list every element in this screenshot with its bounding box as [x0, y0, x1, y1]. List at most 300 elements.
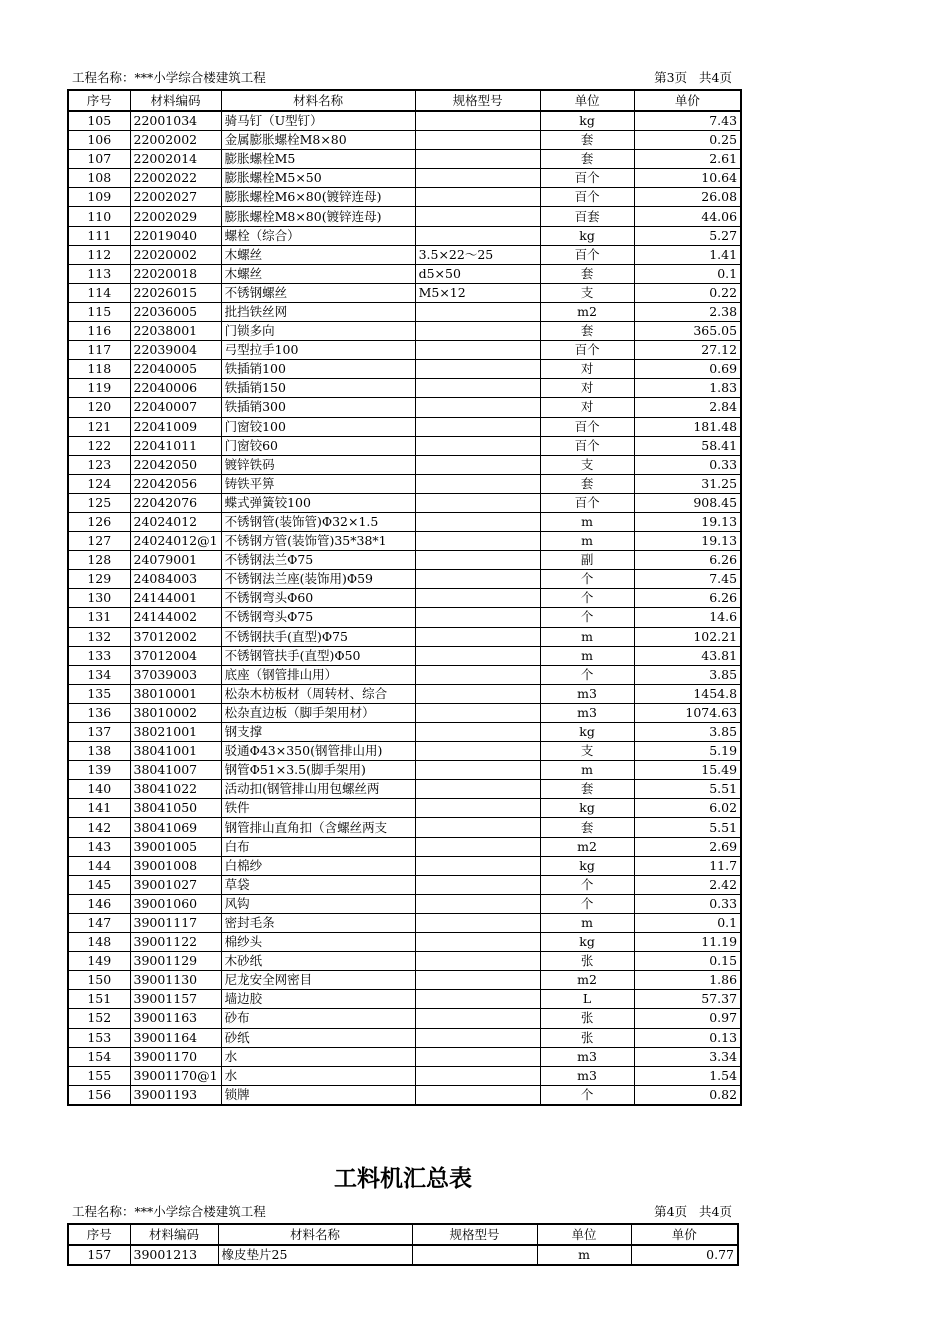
cell-code: 24024012 — [130, 512, 221, 531]
cell-spec — [415, 207, 540, 226]
cell-no: 107 — [68, 150, 130, 169]
table-row — [68, 169, 741, 188]
cell-name: 松杂木枋板材（周转材、综合 — [221, 684, 415, 703]
cell-no: 153 — [68, 1028, 130, 1047]
cell-price: 3.85 — [634, 665, 741, 684]
cell-name: 驳通Φ43×350(钢管排山用) — [221, 742, 415, 761]
cell-spec — [415, 913, 540, 932]
cell-spec — [415, 1066, 540, 1085]
cell-spec — [415, 417, 540, 436]
cell-code: 38021001 — [130, 723, 221, 742]
table-row — [68, 971, 741, 990]
cell-price: 908.45 — [634, 493, 741, 512]
cell-unit: L — [540, 990, 634, 1009]
table-header-row — [68, 90, 741, 111]
table-row — [68, 799, 741, 818]
cell-no: 110 — [68, 207, 130, 226]
table-row — [68, 131, 741, 150]
cell-name: 膨胀螺栓M5 — [221, 150, 415, 169]
cell-spec — [415, 1047, 540, 1066]
materials-table-page4 — [67, 1223, 739, 1266]
cell-no: 142 — [68, 818, 130, 837]
cell-price: 0.13 — [634, 1028, 741, 1047]
table-row — [68, 1009, 741, 1028]
cell-code: 22002022 — [130, 169, 221, 188]
cell-code: 38041001 — [130, 742, 221, 761]
cell-name: 不锈钢弯头Φ60 — [221, 589, 415, 608]
cell-no: 115 — [68, 302, 130, 321]
table-body — [68, 111, 741, 1105]
cell-name: 钢支撑 — [221, 723, 415, 742]
table-row — [68, 761, 741, 780]
cell-name: 白布 — [221, 837, 415, 856]
cell-spec — [415, 302, 540, 321]
cell-price: 2.84 — [634, 398, 741, 417]
cell-code: 39001027 — [130, 875, 221, 894]
cell-code: 39001193 — [130, 1085, 221, 1105]
cell-unit: m2 — [540, 837, 634, 856]
table-row — [68, 665, 741, 684]
table-row — [68, 455, 741, 474]
table-row — [68, 742, 741, 761]
cell-spec — [415, 1028, 540, 1047]
table-row — [68, 684, 741, 703]
cell-code: 39001060 — [130, 894, 221, 913]
cell-price: 6.02 — [634, 799, 741, 818]
cell-code: 38010002 — [130, 703, 221, 722]
cell-unit: kg — [540, 723, 634, 742]
cell-unit: m — [540, 627, 634, 646]
cell-price: 0.22 — [634, 283, 741, 302]
cell-price: 11.19 — [634, 933, 741, 952]
cell-price: 0.69 — [634, 360, 741, 379]
cell-spec — [415, 818, 540, 837]
cell-unit: m — [540, 913, 634, 932]
cell-no: 132 — [68, 627, 130, 646]
cell-unit: 个 — [540, 875, 634, 894]
summary-title: 工料机汇总表 — [334, 1166, 472, 1192]
cell-unit: 个 — [540, 608, 634, 627]
cell-unit: 百个 — [540, 245, 634, 264]
table-row — [68, 1245, 738, 1265]
cell-no: 140 — [68, 780, 130, 799]
cell-price: 11.7 — [634, 856, 741, 875]
cell-unit: 个 — [540, 589, 634, 608]
cell-price: 181.48 — [634, 417, 741, 436]
table-row — [68, 1047, 741, 1066]
cell-name: 白棉纱 — [221, 856, 415, 875]
cell-price: 6.26 — [634, 589, 741, 608]
cell-code: 39001163 — [130, 1009, 221, 1028]
cell-spec — [415, 512, 540, 531]
cell-spec — [415, 875, 540, 894]
cell-unit: kg — [540, 111, 634, 131]
col-header-code: 材料编码 — [130, 1224, 218, 1245]
cell-unit: 套 — [540, 780, 634, 799]
cell-name: 钢管Φ51×3.5(脚手架用) — [221, 761, 415, 780]
cell-price: 1074.63 — [634, 703, 741, 722]
cell-no: 147 — [68, 913, 130, 932]
cell-price: 1.54 — [634, 1066, 741, 1085]
cell-code: 39001170@1 — [130, 1066, 221, 1085]
cell-code: 39001129 — [130, 952, 221, 971]
cell-unit: kg — [540, 799, 634, 818]
cell-spec — [415, 379, 540, 398]
cell-price: 0.77 — [631, 1245, 738, 1265]
cell-name: 不锈钢管(装饰管)Φ32×1.5 — [221, 512, 415, 531]
cell-no: 128 — [68, 551, 130, 570]
cell-unit: 对 — [540, 379, 634, 398]
cell-no: 145 — [68, 875, 130, 894]
cell-name: 水 — [221, 1047, 415, 1066]
cell-name: 铁插销100 — [221, 360, 415, 379]
table-row — [68, 398, 741, 417]
cell-price: 5.51 — [634, 780, 741, 799]
cell-name: 铁件 — [221, 799, 415, 818]
page-indicator: 第3页 共4页 — [654, 70, 732, 85]
cell-spec — [415, 627, 540, 646]
cell-name: 门锁多向 — [221, 322, 415, 341]
cell-name: 钢管排山直角扣（含螺丝两支 — [221, 818, 415, 837]
table-row — [68, 1028, 741, 1047]
cell-code: 22002002 — [130, 131, 221, 150]
table-row — [68, 436, 741, 455]
cell-unit: 个 — [540, 894, 634, 913]
cell-unit: 支 — [540, 283, 634, 302]
table-row — [68, 379, 741, 398]
table-row — [68, 341, 741, 360]
cell-spec — [415, 150, 540, 169]
cell-spec — [415, 589, 540, 608]
cell-code: 39001117 — [130, 913, 221, 932]
cell-no: 156 — [68, 1085, 130, 1105]
table-row — [68, 780, 741, 799]
cell-unit: 个 — [540, 1085, 634, 1105]
cell-no: 155 — [68, 1066, 130, 1085]
cell-price: 0.25 — [634, 131, 741, 150]
col-header-code: 材料编码 — [130, 90, 221, 111]
cell-unit: m — [540, 532, 634, 551]
table-row — [68, 646, 741, 665]
cell-unit: 张 — [540, 952, 634, 971]
cell-name: 铸铁平箅 — [221, 474, 415, 493]
cell-spec — [415, 493, 540, 512]
cell-code: 37039003 — [130, 665, 221, 684]
cell-price: 27.12 — [634, 341, 741, 360]
cell-unit: 百个 — [540, 188, 634, 207]
cell-no: 137 — [68, 723, 130, 742]
cell-name: 铁插销300 — [221, 398, 415, 417]
cell-price: 1.83 — [634, 379, 741, 398]
cell-no: 121 — [68, 417, 130, 436]
cell-unit: 对 — [540, 398, 634, 417]
cell-no: 119 — [68, 379, 130, 398]
table-row — [68, 226, 741, 245]
cell-name: 螺栓（综合） — [221, 226, 415, 245]
cell-name: 不锈钢扶手(直型)Φ75 — [221, 627, 415, 646]
cell-no: 127 — [68, 532, 130, 551]
cell-code: 22026015 — [130, 283, 221, 302]
cell-price: 7.43 — [634, 111, 741, 131]
cell-unit: 张 — [540, 1009, 634, 1028]
cell-no: 157 — [68, 1245, 130, 1265]
cell-price: 15.49 — [634, 761, 741, 780]
cell-spec — [415, 455, 540, 474]
cell-spec — [415, 761, 540, 780]
table-row — [68, 1085, 741, 1105]
cell-unit: m — [540, 761, 634, 780]
cell-no: 136 — [68, 703, 130, 722]
cell-price: 3.85 — [634, 723, 741, 742]
cell-unit: kg — [540, 856, 634, 875]
cell-name: 松杂直边板（脚手架用材） — [221, 703, 415, 722]
cell-unit: m3 — [540, 1066, 634, 1085]
table-header-row — [68, 1224, 738, 1245]
cell-code: 39001164 — [130, 1028, 221, 1047]
cell-spec — [415, 799, 540, 818]
cell-code: 22040005 — [130, 360, 221, 379]
table-row — [68, 264, 741, 283]
cell-spec — [415, 742, 540, 761]
cell-spec — [415, 1085, 540, 1105]
cell-unit: kg — [540, 933, 634, 952]
cell-price: 1.41 — [634, 245, 741, 264]
cell-no: 125 — [68, 493, 130, 512]
cell-spec — [415, 570, 540, 589]
cell-no: 133 — [68, 646, 130, 665]
cell-code: 37012004 — [130, 646, 221, 665]
cell-name: 门窗铰100 — [221, 417, 415, 436]
table-row — [68, 283, 741, 302]
table-row — [68, 302, 741, 321]
cell-code: 24079001 — [130, 551, 221, 570]
table-row — [68, 111, 741, 131]
cell-name: 不锈钢方管(装饰管)35*38*1 — [221, 532, 415, 551]
table-row — [68, 360, 741, 379]
cell-price: 5.19 — [634, 742, 741, 761]
cell-no: 122 — [68, 436, 130, 455]
cell-spec — [415, 723, 540, 742]
cell-price: 31.25 — [634, 474, 741, 493]
cell-no: 117 — [68, 341, 130, 360]
cell-code: 22042056 — [130, 474, 221, 493]
cell-unit: 支 — [540, 742, 634, 761]
cell-name: 水 — [221, 1066, 415, 1085]
cell-unit: 套 — [540, 818, 634, 837]
cell-spec: M5×12 — [415, 283, 540, 302]
table-row — [68, 188, 741, 207]
project-name: 工程名称：***小学综合楼建筑工程 — [72, 70, 266, 85]
cell-code: 22002027 — [130, 188, 221, 207]
table-row — [68, 856, 741, 875]
cell-price: 6.26 — [634, 551, 741, 570]
table-row — [68, 1066, 741, 1085]
cell-name: 不锈钢法兰座(装饰用)Φ59 — [221, 570, 415, 589]
cell-code: 38010001 — [130, 684, 221, 703]
cell-code: 22036005 — [130, 302, 221, 321]
cell-unit: 对 — [540, 360, 634, 379]
cell-spec — [415, 665, 540, 684]
cell-unit: m3 — [540, 684, 634, 703]
table-row — [68, 990, 741, 1009]
cell-spec — [415, 226, 540, 245]
table-body — [68, 1245, 738, 1265]
table-row — [68, 322, 741, 341]
cell-name: 膨胀螺栓M6×80(镀锌连母) — [221, 188, 415, 207]
cell-price: 0.33 — [634, 894, 741, 913]
cell-unit: 套 — [540, 264, 634, 283]
cell-no: 152 — [68, 1009, 130, 1028]
cell-price: 5.27 — [634, 226, 741, 245]
cell-price: 0.82 — [634, 1085, 741, 1105]
cell-code: 22002029 — [130, 207, 221, 226]
cell-no: 113 — [68, 264, 130, 283]
table-row — [68, 245, 741, 264]
page4-meta — [72, 1204, 736, 1220]
cell-name: 木螺丝 — [221, 245, 415, 264]
cell-name: 批挡铁丝网 — [221, 302, 415, 321]
cell-unit: m2 — [540, 971, 634, 990]
cell-unit: 百个 — [540, 341, 634, 360]
cell-price: 10.64 — [634, 169, 741, 188]
cell-spec — [415, 933, 540, 952]
cell-spec — [415, 971, 540, 990]
cell-price: 2.42 — [634, 875, 741, 894]
cell-price: 0.1 — [634, 264, 741, 283]
cell-price: 2.61 — [634, 150, 741, 169]
cell-code: 38041022 — [130, 780, 221, 799]
cell-spec — [415, 474, 540, 493]
col-header-spec: 规格型号 — [412, 1224, 537, 1245]
cell-price: 7.45 — [634, 570, 741, 589]
table-row — [68, 952, 741, 971]
cell-code: 39001213 — [130, 1245, 218, 1265]
cell-unit: 百个 — [540, 169, 634, 188]
cell-price: 2.69 — [634, 837, 741, 856]
cell-name: 风钩 — [221, 894, 415, 913]
cell-code: 39001008 — [130, 856, 221, 875]
cell-unit: m — [537, 1245, 631, 1265]
cell-spec — [415, 837, 540, 856]
cell-code: 24084003 — [130, 570, 221, 589]
cell-name: 木螺丝 — [221, 264, 415, 283]
cell-no: 130 — [68, 589, 130, 608]
cell-code: 22042050 — [130, 455, 221, 474]
cell-name: 膨胀螺栓M8×80(镀锌连母) — [221, 207, 415, 226]
cell-price: 58.41 — [634, 436, 741, 455]
cell-spec — [415, 952, 540, 971]
cell-code: 22040007 — [130, 398, 221, 417]
table-row — [68, 608, 741, 627]
cell-no: 111 — [68, 226, 130, 245]
cell-no: 116 — [68, 322, 130, 341]
cell-name: 弓型拉手100 — [221, 341, 415, 360]
cell-unit: 套 — [540, 474, 634, 493]
cell-name: 活动扣(钢管排山用包螺丝两 — [221, 780, 415, 799]
table-row — [68, 875, 741, 894]
table-row — [68, 703, 741, 722]
cell-no: 126 — [68, 512, 130, 531]
cell-price: 2.38 — [634, 302, 741, 321]
cell-no: 141 — [68, 799, 130, 818]
cell-price: 19.13 — [634, 532, 741, 551]
cell-price: 1454.8 — [634, 684, 741, 703]
cell-no: 131 — [68, 608, 130, 627]
cell-name: 门窗铰60 — [221, 436, 415, 455]
cell-spec — [415, 532, 540, 551]
cell-no: 123 — [68, 455, 130, 474]
page-indicator: 第4页 共4页 — [654, 1204, 732, 1219]
cell-spec: 3.5×22～25 — [415, 245, 540, 264]
cell-code: 22002014 — [130, 150, 221, 169]
cell-no: 124 — [68, 474, 130, 493]
cell-unit: kg — [540, 226, 634, 245]
table-row — [68, 894, 741, 913]
cell-no: 144 — [68, 856, 130, 875]
table-row — [68, 474, 741, 493]
cell-name: 铁插销150 — [221, 379, 415, 398]
table-row — [68, 589, 741, 608]
cell-code: 22042076 — [130, 493, 221, 512]
cell-price: 365.05 — [634, 322, 741, 341]
cell-no: 150 — [68, 971, 130, 990]
table-row — [68, 723, 741, 742]
cell-name: 锁牌 — [221, 1085, 415, 1105]
cell-no: 135 — [68, 684, 130, 703]
cell-no: 134 — [68, 665, 130, 684]
cell-spec — [415, 436, 540, 455]
cell-no: 143 — [68, 837, 130, 856]
cell-code: 39001130 — [130, 971, 221, 990]
table-row — [68, 551, 741, 570]
cell-name: 尼龙安全网密目 — [221, 971, 415, 990]
cell-no: 139 — [68, 761, 130, 780]
cell-spec — [415, 111, 540, 131]
table-row — [68, 570, 741, 589]
cell-spec — [415, 646, 540, 665]
table-row — [68, 913, 741, 932]
cell-spec — [415, 398, 540, 417]
cell-unit: m — [540, 512, 634, 531]
cell-price: 1.86 — [634, 971, 741, 990]
cell-no: 148 — [68, 933, 130, 952]
cell-code: 39001157 — [130, 990, 221, 1009]
cell-spec — [415, 856, 540, 875]
table-row — [68, 933, 741, 952]
cell-name: 砂纸 — [221, 1028, 415, 1047]
cell-code: 24144001 — [130, 589, 221, 608]
cell-unit: 副 — [540, 551, 634, 570]
cell-code: 22041009 — [130, 417, 221, 436]
cell-unit: 个 — [540, 665, 634, 684]
cell-price: 0.1 — [634, 913, 741, 932]
cell-spec: d5×50 — [415, 264, 540, 283]
cell-unit: m3 — [540, 1047, 634, 1066]
col-header-unit: 单位 — [540, 90, 634, 111]
cell-price: 102.21 — [634, 627, 741, 646]
cell-name: 镀锌铁码 — [221, 455, 415, 474]
cell-no: 108 — [68, 169, 130, 188]
cell-no: 112 — [68, 245, 130, 264]
cell-unit: 百个 — [540, 493, 634, 512]
cell-no: 114 — [68, 283, 130, 302]
cell-unit: 个 — [540, 570, 634, 589]
col-header-no: 序号 — [68, 1224, 130, 1245]
cell-code: 22040006 — [130, 379, 221, 398]
cell-spec — [415, 608, 540, 627]
table-row — [68, 207, 741, 226]
cell-spec — [412, 1245, 537, 1265]
